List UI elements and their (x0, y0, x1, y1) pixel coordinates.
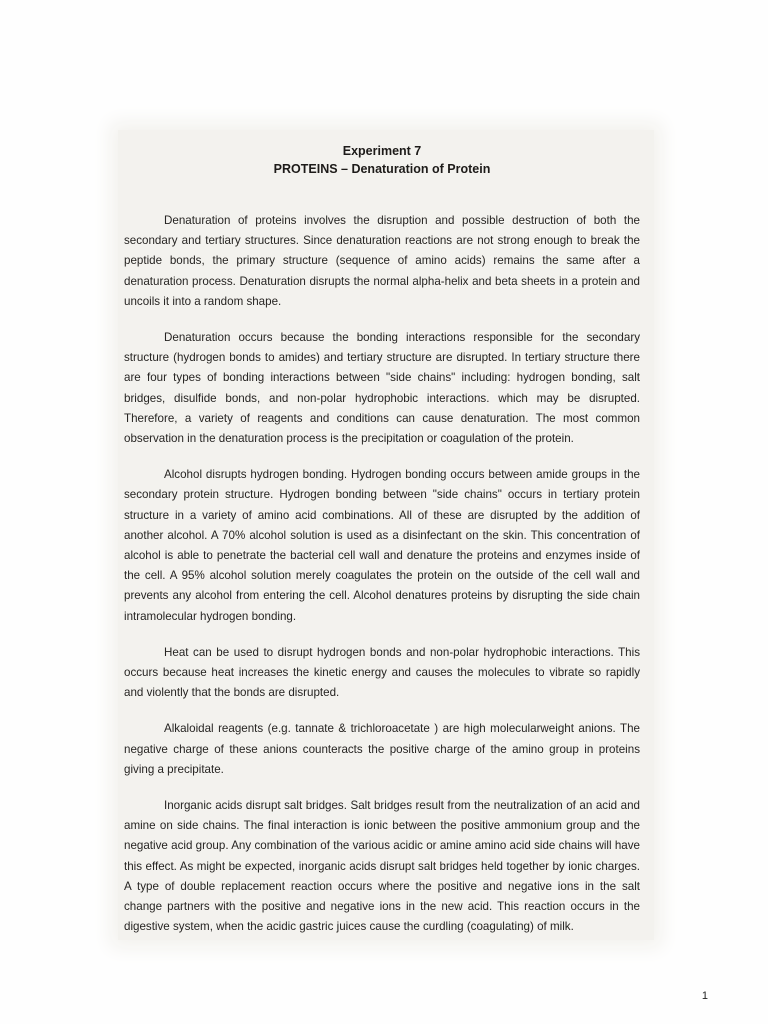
paragraph-5: Alkaloidal reagents (e.g. tannate & trichloroacetate ) are high molecularweight anions. The negative charge of these anions counteracts the positive charge of the amino group in proteins giving a precipitate. (124, 722, 640, 776)
page-number: 1 (701, 990, 708, 1002)
paragraph-2: Denaturation occurs because the bonding interactions responsible for the secondary structure (hydrogen bonds to amides) and tertiary structure are disrupted. In tertiary structure there are four types of bonding interactions between "side chains" including: hydrogen bonding, salt bridges, disulfide bonds, and non-polar hydrophobic interactions. which may be disrupted. Therefore, a variety of reagents and conditions can cause denaturation. The most common observation in the denaturation process is the precipitation or coagulation of the protein. (124, 331, 640, 446)
paragraph-4: Heat can be used to disrupt hydrogen bonds and non-polar hydrophobic interactions. This occurs because heat increases the kinetic energy and causes the molecules to vibrate so rapidly and violently that the bonds are disrupted. (124, 645, 640, 700)
paragraph-3: Alcohol disrupts hydrogen bonding. Hydrogen bonding occurs between amide groups in the secondary protein structure. Hydrogen bonding between "side chains" occurs in tertiary protein structure in a variety of amino acid combinations. All of these are disrupted by the addition of another alcohol. A 70% alcohol solution is used as a disinfectant on the skin. This concentration of alcohol is able to penetrate the bacterial cell wall and denature the proteins and enzymes inside of the cell. A 95% alcohol solution merely coagulates the protein on the outside of the cell wall and prevents any alcohol from entering the cell. Alcohol denatures proteins by disrupting the side chain intramolecular hydrogen bonding. (124, 468, 640, 623)
paragraph-1: Denaturation of proteins involves the disruption and possible destruction of both the secondary and tertiary structures. Since denaturation reactions are not strong enough to break the peptide bonds, the primary structure (sequence of amino acids) remains the same after a denaturation process. Denaturation disrupts the normal alpha-helix and beta sheets in a protein and uncoils it into a random shape. (124, 214, 640, 308)
document-body (124, 142, 640, 954)
paragraph-6: Inorganic acids disrupt salt bridges. Salt bridges result from the neutralization of an acid and amine on side chains. The final interaction is ionic between the positive ammonium group and the negative acid group. Any combination of the various acidic or amine amino acid side chains will have this effect. As might be expected, inorganic acids disrupt salt bridges held together by ionic charges. A type of double replacement reaction occurs where the positive and negative ions in the salt change partners with the positive and negative ions in the new acid. This reaction occurs in the digestive system, when the acidic gastric juices cause the curdling (coagulating) of milk. (124, 799, 640, 934)
document-subtitle: PROTEINS – Denaturation of Protein (273, 162, 491, 176)
document-title: Experiment 7 (342, 144, 422, 158)
